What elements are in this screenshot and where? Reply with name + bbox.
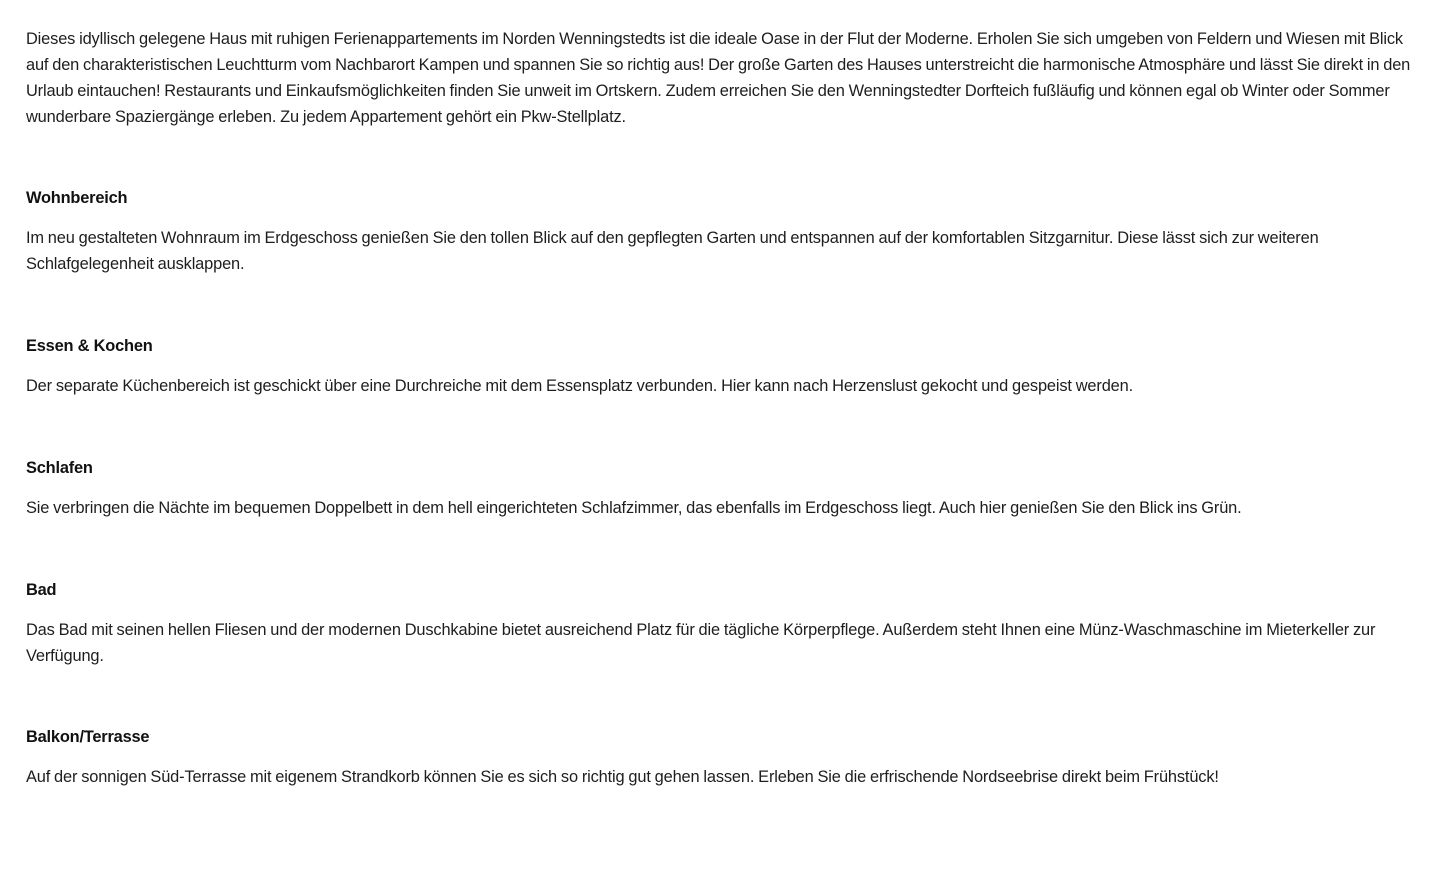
section-title: Essen & Kochen bbox=[26, 337, 153, 355]
section-body: Der separate Küchenbereich ist geschickt über eine Durchreiche mit dem Essensplatz verbunden. Hier kann nach Herzenslust gekocht und gespeist werden. bbox=[26, 377, 1134, 395]
section-body: Auf der sonnigen Süd-Terrasse mit eigenem Strandkorb können Sie es sich so richtig gut gehen lassen. Erleben Sie die erfrischende Nordseebrise direkt beim Frühstück! bbox=[26, 768, 1219, 786]
section-body: Im neu gestalteten Wohnraum im Erdgeschoss genießen Sie den tollen Blick auf den gepflegten Garten und entspannen auf der komfortablen Sitzgarnitur. Diese lässt sich zur weiteren Schlafgelegenheit ausklappen. bbox=[26, 229, 1319, 273]
section-schlafen bbox=[26, 455, 1422, 521]
section-bad bbox=[26, 577, 1422, 669]
section-title: Wohnbereich bbox=[26, 189, 128, 207]
section-body: Sie verbringen die Nächte im bequemen Doppelbett in dem hell eingerichteten Schlafzimmer, das ebenfalls im Erdgeschoss liegt. Auch hier genießen Sie den Blick ins Grün. bbox=[26, 499, 1242, 517]
section-title: Balkon/Terrasse bbox=[26, 728, 150, 746]
section-title: Schlafen bbox=[26, 459, 93, 477]
section-body: Das Bad mit seinen hellen Fliesen und der modernen Duschkabine bietet ausreichend Platz für die tägliche Körperpflege. Außerdem steht Ihnen eine Münz-Waschmaschine im Mieterkeller zur Verfügung. bbox=[26, 621, 1376, 665]
section-title: Bad bbox=[26, 581, 57, 599]
section-wohnbereich bbox=[26, 185, 1422, 277]
section-essen-kochen bbox=[26, 333, 1422, 399]
intro-paragraph: Dieses idyllisch gelegene Haus mit ruhigen Ferienappartements im Norden Wenningstedts ist die ideale Oase in der Flut der Moderne. Erholen Sie sich umgeben von Feldern und Wiesen mit Blick auf den charakteristischen Leuchtturm vom Nachbarort Kampen und spannen Sie so richtig aus! Der große Garten des Hauses unterstreicht die harmonische Atmosphäre und lässt Sie direkt in den Urlaub eintauchen! Restaurants und Einkaufsmöglichkeiten finden Sie unweit im Ortskern. Zudem erreichen Sie den Wenningstedter Dorfteich fußläufig und können egal ob Winter oder Sommer wunderbare Spaziergänge erleben. Zu jedem Appartement gehört ein Pkw-Stellplatz. bbox=[26, 30, 1411, 126]
section-balkon-terrasse bbox=[26, 724, 1422, 790]
